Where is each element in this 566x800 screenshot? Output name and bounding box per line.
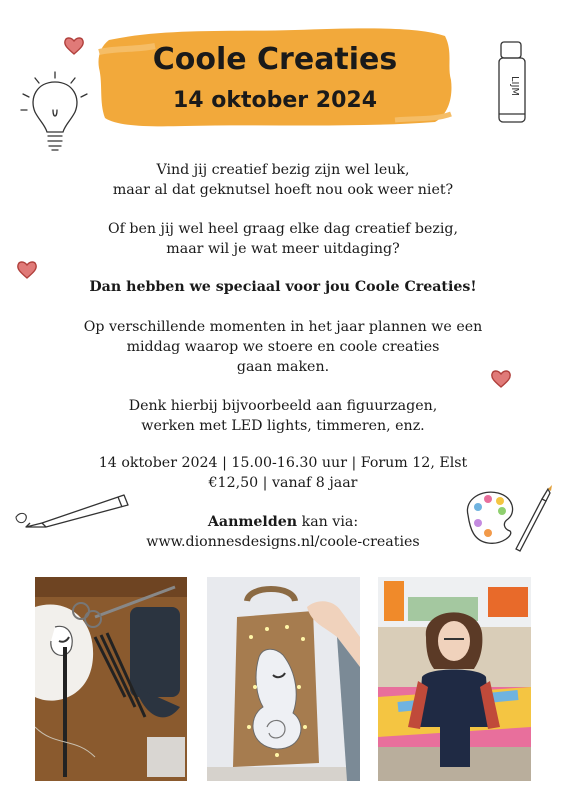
glue-stick-icon xyxy=(495,40,529,126)
event-details xyxy=(40,453,526,493)
signup-label-bold: Aanmelden xyxy=(207,514,298,530)
intro-question xyxy=(40,219,526,259)
signup-label-rest: kan via: xyxy=(297,514,359,530)
description-text xyxy=(40,317,526,377)
intro-line: maar al dat geknutsel hoeft nou ook weer niet? xyxy=(112,182,454,198)
signup-url-link[interactable]: www.dionnesdesigns.nl/coole-creaties xyxy=(146,534,420,550)
description-line: Denk hierbij bijvoorbeeld aan figuurzagen, xyxy=(128,398,438,414)
intro-line: Vind jij creatief bezig zijn wel leuk, xyxy=(156,162,410,178)
event-date-heading: 14 oktober 2024 xyxy=(172,88,378,113)
details-line: €12,50 | vanaf 8 jaar xyxy=(208,475,358,491)
description-line: werken met LED lights, timmeren, enz. xyxy=(141,418,425,434)
teacher-photo xyxy=(378,577,531,781)
lightbulb-icon xyxy=(15,70,95,165)
signup-section xyxy=(40,512,526,552)
details-line: 14 oktober 2024 | 15.00-16.30 uur | Forum 12, Elst xyxy=(98,455,468,471)
examples-text xyxy=(40,396,526,436)
description-line: Op verschillende momenten in het jaar plannen we een xyxy=(83,319,483,335)
led-lantern-bag-photo xyxy=(207,577,360,781)
page-title: Coole Creaties xyxy=(152,42,398,77)
intro-line: maar wil je wat meer uitdaging? xyxy=(166,241,400,257)
crafting-tools-photo xyxy=(35,577,187,781)
description-line: gaan maken. xyxy=(236,359,330,375)
heart-icon xyxy=(63,36,85,56)
highlight-text: Dan hebben we speciaal voor jou Coole Creaties! xyxy=(89,279,477,295)
description-line: middag waarop we stoere en coole creaties xyxy=(126,339,440,355)
title-banner xyxy=(95,22,455,132)
glue-stick-label: LIJM xyxy=(509,75,520,97)
intro-line: Of ben jij wel heel graag elke dag creatief bezig, xyxy=(108,221,458,237)
intro-text xyxy=(40,160,526,200)
brush-stroke-background xyxy=(95,22,455,132)
signup-label xyxy=(40,512,526,532)
heart-icon xyxy=(16,260,38,280)
